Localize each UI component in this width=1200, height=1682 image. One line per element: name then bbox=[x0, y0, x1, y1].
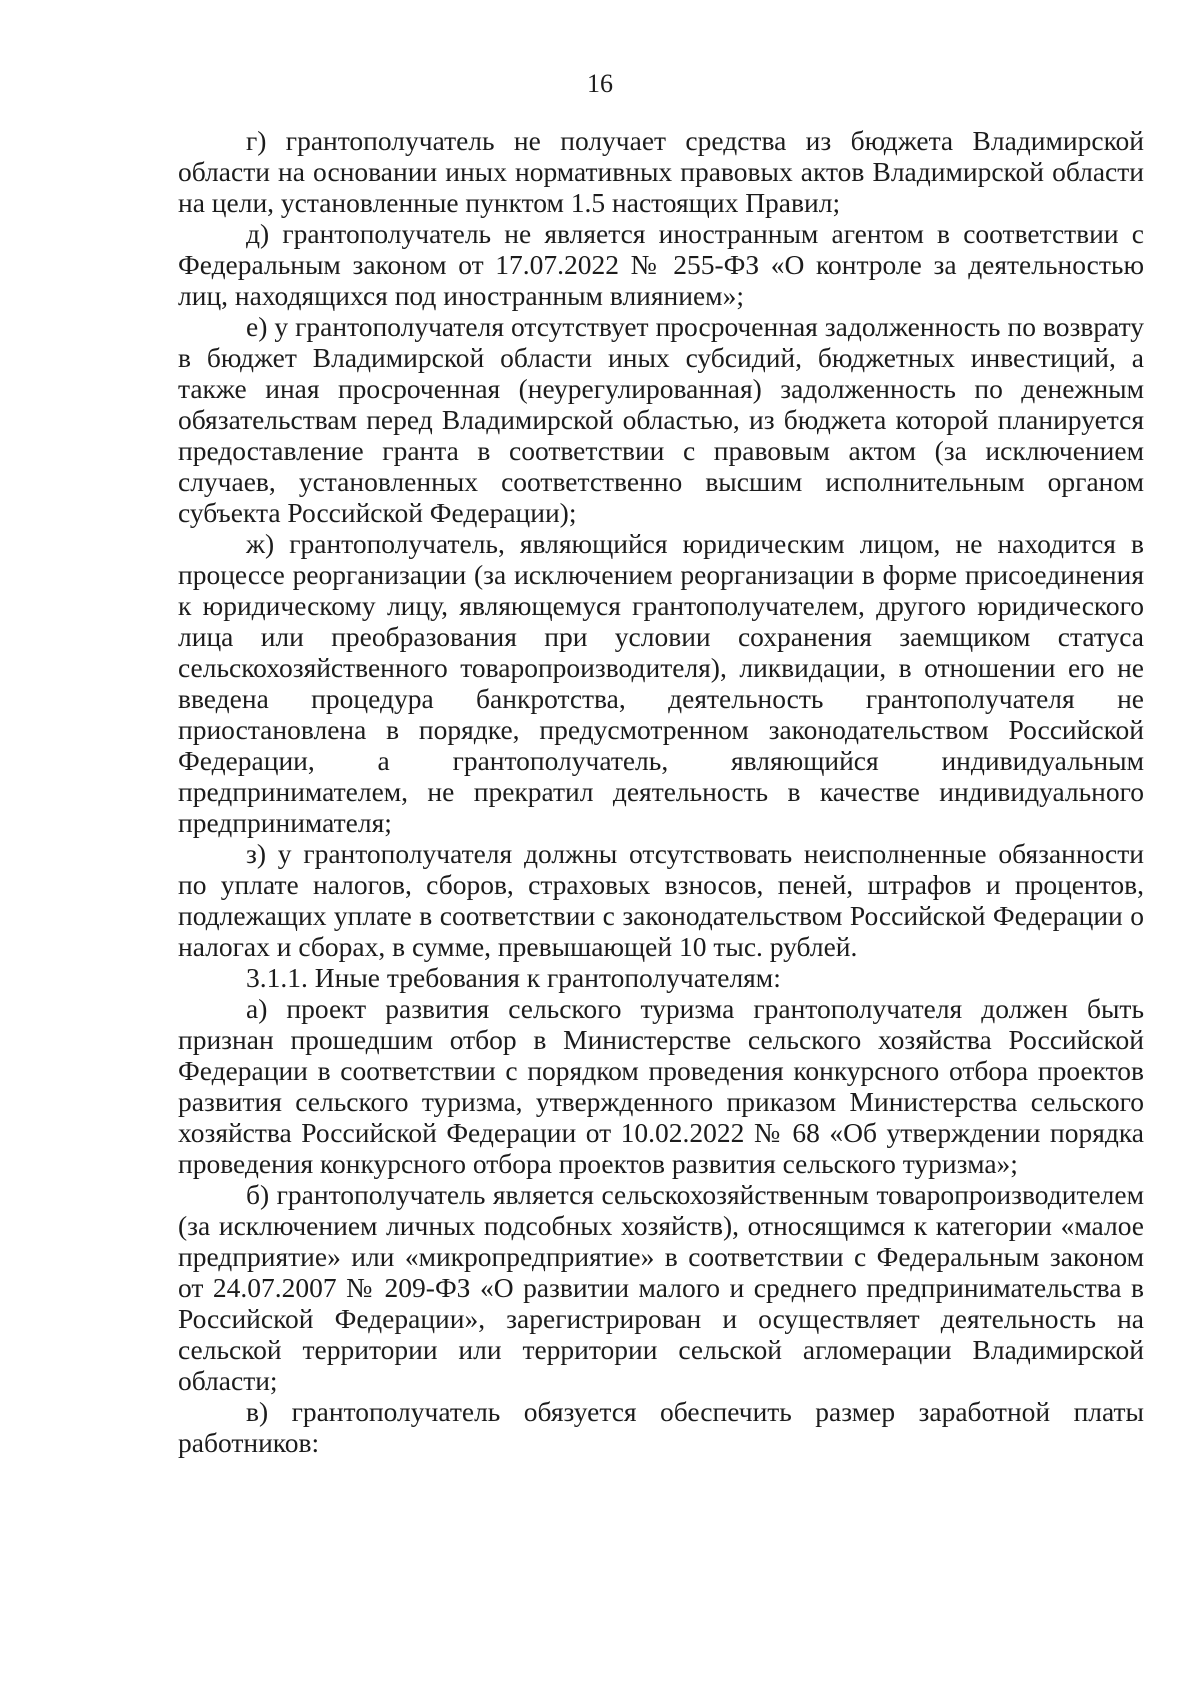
paragraph-a-project-selection: а) проект развития сельского туризма грантополучателя должен быть признан прошедшим отбор в Министерстве сельского хозяйства Российской Федерации в соответствии с порядком проведения конкурсного отбора проектов развития сельского туризма, утвержденного приказом Министерства сельского хозяйства Российской Федерации от 10.02.2022 № 68 «Об утверждении порядка проведения конкурсного отбора проектов развития сельского туризма»; bbox=[178, 993, 1144, 1179]
paragraph-v-salary-obligation: в) грантополучатель обязуется обеспечить размер заработной платы работников: bbox=[178, 1396, 1144, 1458]
section-heading-3-1-1: 3.1.1. Иные требования к грантополучателям: bbox=[246, 962, 781, 993]
paragraph-e-no-overdue-debt: е) у грантополучателя отсутствует просроченная задолженность по возврату в бюджет Владимирской области иных субсидий, бюджетных инвестиций, а также иная просроченная (неурегулированная) задолженность по денежным обязательствам перед Владимирской областью, из бюджета которой планируется предоставление гранта в соответствии с правовым актом (за исключением случаев, установленных соответственно высшим исполнительным органом субъекта Российской Федерации); bbox=[178, 311, 1144, 528]
paragraph-g-no-other-funding: г) грантополучатель не получает средства из бюджета Владимирской области на основании иных нормативных правовых актов Владимирской области на цели, установленные пунктом 1.5 настоящих Правил; bbox=[178, 125, 1144, 218]
document-body bbox=[178, 125, 1144, 1458]
page-number: 16 bbox=[587, 69, 613, 98]
paragraph-b-agricultural-producer: б) грантополучатель является сельскохозяйственным товаропроизводителем (за исключением личных подсобных хозяйств), относящимся к категории «малое предприятие» или «микропредприятие» в соответствии с Федеральным законом от 24.07.2007 № 209-ФЗ «О развитии малого и среднего предпринимательства в Российской Федерации», зарегистрирован и осуществляет деятельность на сельской территории или территории сельской агломерации Владимирской области; bbox=[178, 1179, 1144, 1396]
paragraph-z-no-tax-arrears: з) у грантополучателя должны отсутствовать неисполненные обязанности по уплате налогов, сборов, страховых взносов, пеней, штрафов и процентов, подлежащих уплате в соответствии с законодательством Российской Федерации о налогах и сборах, в сумме, превышающей 10 тыс. рублей. bbox=[178, 838, 1144, 962]
paragraph-d-not-foreign-agent: д) грантополучатель не является иностранным агентом в соответствии с Федеральным законом от 17.07.2022 № 255-ФЗ «О контроле за деятельностью лиц, находящихся под иностранным влиянием»; bbox=[178, 218, 1144, 311]
paragraph-zh-no-reorganization: ж) грантополучатель, являющийся юридическим лицом, не находится в процессе реорганизации (за исключением реорганизации в форме присоединения к юридическому лицу, являющемуся грантополучателем, другого юридического лица или преобразования при условии сохранения заемщиком статуса сельскохозяйственного товаропроизводителя), ликвидации, в отношении его не введена процедура банкротства, деятельность грантополучателя не приостановлена в порядке, предусмотренном законодательством Российской Федерации, а грантополучатель, являющийся индивидуальным предпринимателем, не прекратил деятельность в качестве индивидуального предпринимателя; bbox=[178, 528, 1144, 838]
